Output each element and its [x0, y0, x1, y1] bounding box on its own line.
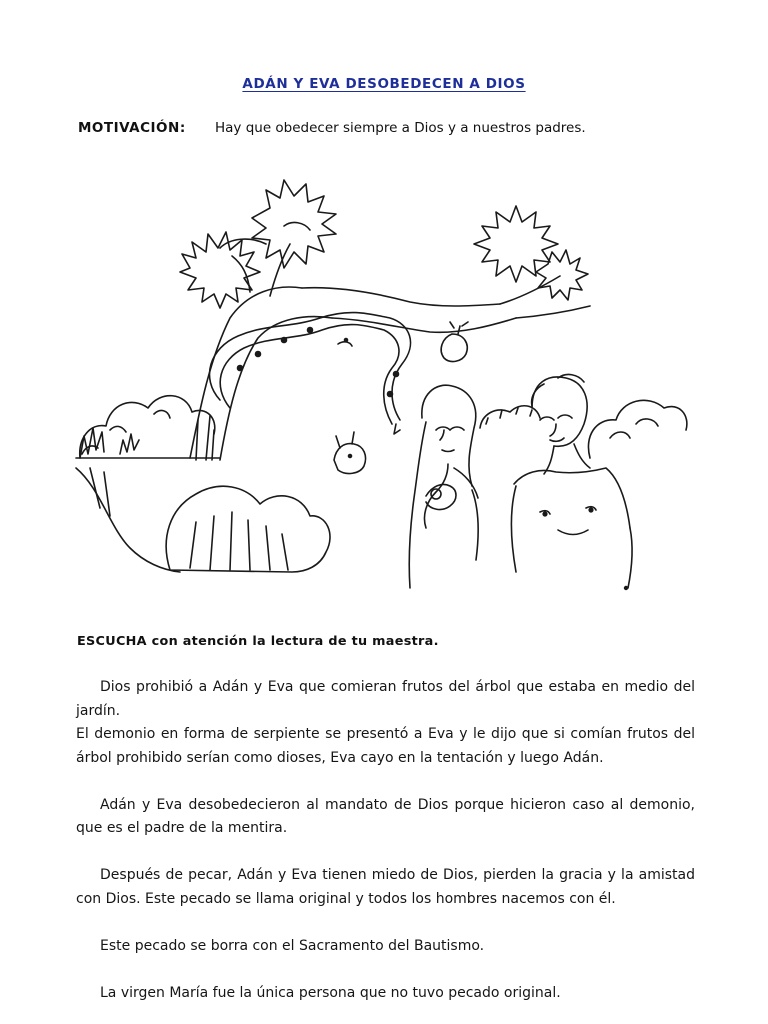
motivation-text: Hay que obedecer siempre a Dios y a nuestros padres. — [215, 120, 586, 136]
paragraph-gap — [76, 841, 695, 865]
paragraph-1: Dios prohibió a Adán y Eva que comieran frutos del árbol que estaba en medio del jardín. — [76, 679, 695, 719]
rabbit — [334, 432, 366, 473]
paragraph-gap — [76, 770, 695, 794]
bushes-right — [480, 400, 687, 458]
paragraph-5: Este pecado se borra con el Sacramento del Bautismo. — [100, 937, 485, 954]
listen-heading: ESCUCHA con atención la lectura de tu maestra. — [77, 634, 439, 649]
paragraph-gap — [76, 911, 695, 935]
tree-canopy — [180, 180, 588, 308]
motivation-line — [78, 120, 708, 136]
page-title-text: ADÁN Y EVA DESOBEDECEN A DIOS — [242, 76, 526, 92]
serpent — [210, 313, 411, 434]
foreground-bush — [76, 468, 330, 572]
reading-text — [76, 676, 695, 1005]
page-title — [0, 76, 768, 92]
paragraph-gap — [76, 958, 695, 982]
motivation-label: MOTIVACIÓN: — [78, 120, 186, 136]
paragraph-3: Adán y Eva desobedecieron al mandato de Dios porque hicieron caso al demonio, que es el padre de la mentira. — [76, 796, 695, 836]
paragraph-2: El demonio en forma de serpiente se presentó a Eva y le dijo que si comían frutos del árbol prohibido serían como dioses, Eva cayo en la tentación y luego Adán. — [76, 726, 695, 766]
adam-eve-illustration — [70, 168, 690, 600]
eve-figure — [409, 385, 478, 588]
paragraph-6: La virgen María fue la única persona que no tuvo pecado original. — [100, 984, 561, 1001]
paragraph-4: Después de pecar, Adán y Eva tienen miedo de Dios, pierden la gracia y la amistad con Dios. Este pecado se llama original y todos los hombres nacemos con él. — [76, 867, 695, 907]
